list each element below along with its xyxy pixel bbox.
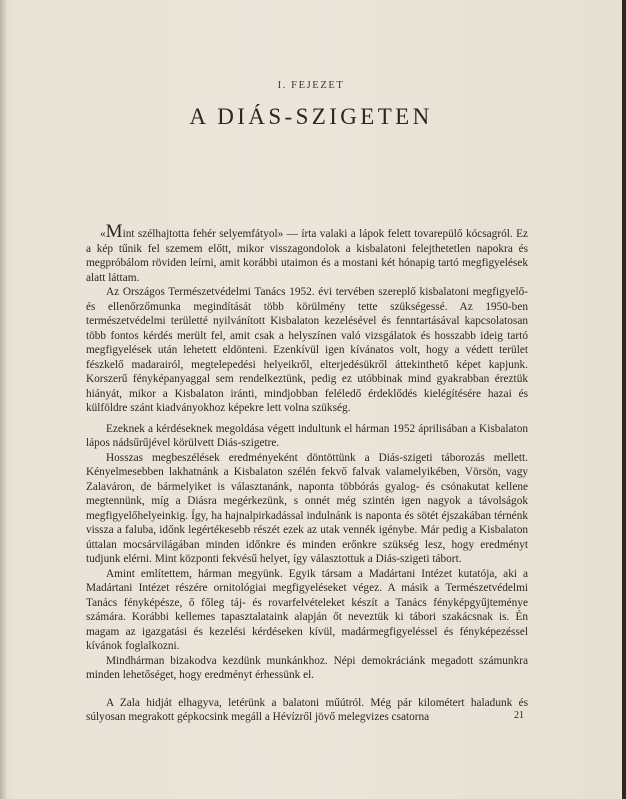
paragraph-3: Ezeknek a kérdéseknek megoldása végett indultunk el hárman 1952 áprilisában a Kisbalaton lápos nádsűrűjével körülvett Diás-szigetre. bbox=[86, 422, 528, 449]
chapter-number: I. FEJEZET bbox=[277, 80, 345, 91]
paragraph-4: Hosszas megbeszélések eredményeként döntöttünk a Diás-szigeti táborozás mellett. Kényelmesebben lakhatnánk a Kisbalaton szélén fekvő falvak valamelyikében, Vörsön, vagy Zalaváron, de bármelyiket is választanánk, naponta többórás gyalog- és csónakutat kellene megtennünk, míg a Diásra megérkezünk, s onnét még szintén igen nagyok a távolságok megfigyelőhelyeinkig. Így, ha hajnalpirkadással indulnánk is naponta és sötét éjszakában térnénk vissza a faluba, időnk legértékesebb részét ezek az utak vennék igénybe. Már pedig a Kisbalaton úttalan mocsárvilágában minden időnkre és minden erőnkre szükség lesz, hogy eredményt tudjunk elérni. Mint központi fekvésű helyet, így választottuk a Diás-szigeti tábort. bbox=[86, 451, 528, 565]
paragraph-7: A Zala hidját elhagyva, letérünk a balatoni műútról. Még pár kilométert haladunk és súlyosan megrakott gépkocsink megáll a Hévízről jövő melegvizes csatorna bbox=[86, 696, 528, 723]
paragraph-1 bbox=[86, 221, 528, 285]
drop-cap: M bbox=[105, 221, 123, 242]
opening-quote: « bbox=[100, 228, 106, 240]
paragraph-5: Amint említettem, hárman megyünk. Egyik társam a Madártani Intézet kutatója, aki a Madártani Intézet részére ornitológiai megfigyeléseket végez. A másik a Természetvédelmi Tanács fényképésze, ő főleg táj- és rovarfelvételeket készít a Tanács fényképgyűjteménye számára. Korábbi kellemes tapasztalataink alapján őt neveztük ki tábori szakácsnak is. Én magam az igazgatási és kezelési kérdéseken kívül, madármegfigyeléssel és fényképezéssel kívánok foglalkozni. bbox=[86, 567, 528, 652]
paragraph-6: Mindhárman bizakodva kezdünk munkánkhoz. Népi demokráciánk megadott számunkra minden lehetőséget, hogy eredményt érhessünk el. bbox=[86, 654, 528, 681]
chapter-title: A DIÁS-SZIGETEN bbox=[189, 104, 433, 129]
body-text bbox=[86, 221, 528, 725]
paragraph-text: int szélhajtotta fehér selyemfátyol» — írta valaki a lápok felett tovarepülő kócsagról. Ez a kép tűnik fel szemem előtt, mikor visszagondolok a kisbalatoni felejthetetlen napokra és megpróbálom röviden leírni, amit korábbi utaimon és a mostani két hónapig tartó megfigyelések alatt láttam. bbox=[86, 228, 528, 284]
paragraph-2: Az Országos Természetvédelmi Tanács 1952. évi tervében szereplő kisbalatoni megfigyelő- és ellenőrzőmunka megindítását több körülmény tette szükségessé. Az 1950-ben természetvédelmi területté nyilvánított Kisbalaton kezelésével és fenntartásával kapcsolatosan több fontos kérdés merült fel, amit csak a helyszínen való vizsgálatok és hosszabb ideig tartó megfigyelések után lehetett eldönteni. Ezenkívül igen kívánatos volt, hogy a védett terület fészkelő madarairól, megtelepedési helyeikről, elterjedésükről áttekinthető képet kapjunk. Korszerű fényképanyaggal sem rendelkeztünk, pedig ez utóbbinak mind gyakrabban éreztük hiányát, mikor a Kisbalaton iránti, mindjobban feléledő érdeklődés kielégítésére hazai és külföldre szánt kiadványokhoz képekre lett volna szükség. bbox=[86, 286, 528, 414]
page-number: 21 bbox=[514, 710, 524, 721]
